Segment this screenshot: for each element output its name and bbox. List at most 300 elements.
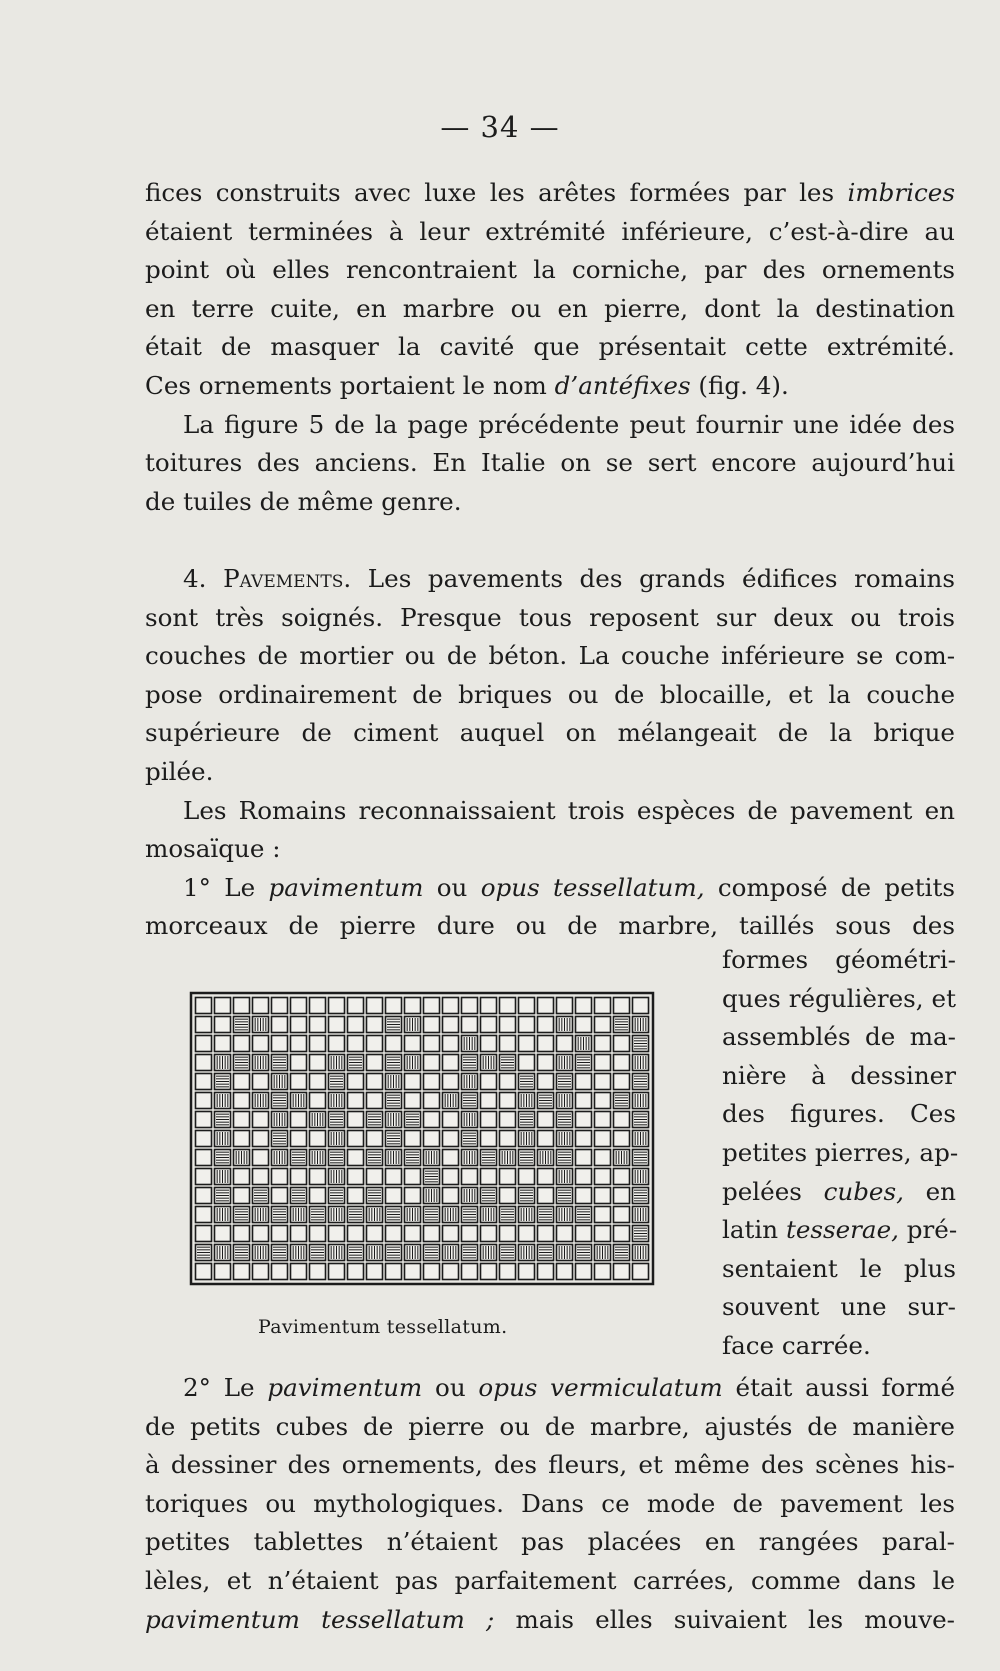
mosaic-tile (291, 998, 307, 1014)
text-run: Les Romains reconnaissaient trois espèces de pavement en (183, 795, 955, 825)
mosaic-figure (188, 990, 668, 1290)
mosaic-tile (519, 1055, 535, 1071)
mosaic-tile (310, 1036, 326, 1052)
text-run: Pavements (223, 563, 344, 593)
mosaic-tile (557, 1188, 573, 1204)
text-line (145, 521, 955, 560)
italic-term: imbrices (847, 178, 955, 207)
mosaic-tile (234, 1112, 250, 1128)
mosaic-tile (462, 1207, 478, 1223)
mosaic-tile (310, 1131, 326, 1147)
mosaic-tile (538, 1245, 554, 1261)
mosaic-tile (595, 1245, 611, 1261)
mosaic-tile (595, 1112, 611, 1128)
mosaic-tile (424, 1150, 440, 1166)
mosaic-tile (253, 1112, 269, 1128)
italic-term: tesserae, (785, 1215, 899, 1245)
mosaic-tile (291, 1245, 307, 1261)
mosaic-tile (443, 1169, 459, 1185)
mosaic-tile (462, 1226, 478, 1242)
mosaic-tile (234, 1264, 250, 1280)
mosaic-tile (253, 1093, 269, 1109)
text-line (722, 1327, 956, 1366)
mosaic-tile (291, 1264, 307, 1280)
mosaic-tile (196, 1150, 212, 1166)
italic-term: pavimentum (267, 1373, 423, 1402)
text-line (145, 753, 955, 792)
mosaic-tile (576, 1093, 592, 1109)
text-line (145, 251, 955, 290)
mosaic-tile (386, 1150, 402, 1166)
mosaic-tile (215, 1112, 231, 1128)
text-line (145, 830, 955, 869)
text-run: pilée. (145, 756, 214, 786)
mosaic-tile (386, 1226, 402, 1242)
mosaic-tile (310, 998, 326, 1014)
mosaic-tile (538, 1226, 554, 1242)
text-line (145, 1562, 955, 1601)
text-run: pose ordinairement de briques ou de blocaille, et la couche (145, 679, 955, 709)
mosaic-tile (272, 1169, 288, 1185)
mosaic-tile (595, 1074, 611, 1090)
mosaic-tile (443, 1017, 459, 1033)
text-run: fices construits avec luxe les arêtes formées par les (145, 178, 848, 207)
mosaic-tile (348, 1150, 364, 1166)
mosaic-tile (633, 1074, 649, 1090)
mosaic-tile (595, 1150, 611, 1166)
mosaic-tile (348, 1055, 364, 1071)
text-run: était aussi formé (722, 1373, 956, 1402)
mosaic-tile (310, 1245, 326, 1261)
mosaic-tile (196, 1055, 212, 1071)
body-text-bottom (145, 1369, 955, 1639)
mosaic-tile (614, 1017, 630, 1033)
mosaic-tile (500, 1093, 516, 1109)
mosaic-tile (310, 1169, 326, 1185)
mosaic-tile (215, 1131, 231, 1147)
mosaic-tile (234, 1207, 250, 1223)
mosaic-tile (272, 1093, 288, 1109)
text-run: nière à dessiner (722, 1060, 956, 1090)
mosaic-tile (272, 1112, 288, 1128)
mosaic-tile (481, 1264, 497, 1280)
text-line (722, 1250, 956, 1289)
mosaic-tile (348, 1036, 364, 1052)
mosaic-tile (405, 1112, 421, 1128)
mosaic-tile (196, 998, 212, 1014)
mosaic-tile (386, 1112, 402, 1128)
text-run: 2° Le (183, 1373, 268, 1402)
mosaic-tile (424, 1074, 440, 1090)
mosaic-tile (215, 1207, 231, 1223)
mosaic-tile (424, 1245, 440, 1261)
mosaic-tile (272, 1226, 288, 1242)
mosaic-tile (272, 1150, 288, 1166)
mosaic-tile (595, 1131, 611, 1147)
mosaic-tile (500, 1226, 516, 1242)
mosaic-tile (291, 1169, 307, 1185)
mosaic-tile (557, 1169, 573, 1185)
text-line (145, 560, 955, 599)
text-run: pelées (722, 1176, 824, 1206)
mosaic-tile (348, 998, 364, 1014)
mosaic-tile (424, 1188, 440, 1204)
text-run: toriques ou mythologiques. Dans ce mode de pavement les (145, 1488, 955, 1518)
mosaic-tile (633, 1207, 649, 1223)
mosaic-tile (462, 1055, 478, 1071)
mosaic-tile (576, 1036, 592, 1052)
mosaic-tile (576, 1150, 592, 1166)
mosaic-tile (538, 1207, 554, 1223)
mosaic-tile (367, 1169, 383, 1185)
mosaic-tile (576, 1245, 592, 1261)
mosaic-tile (272, 998, 288, 1014)
mosaic-tile (557, 1055, 573, 1071)
mosaic-tile (291, 1074, 307, 1090)
mosaic-tile (215, 998, 231, 1014)
mosaic-tile (519, 1169, 535, 1185)
mosaic-tile (310, 1074, 326, 1090)
mosaic-tile (215, 1245, 231, 1261)
mosaic-tile (291, 1036, 307, 1052)
mosaic-tile (595, 1264, 611, 1280)
text-line (722, 1288, 956, 1327)
text-run: pré- (898, 1215, 958, 1245)
text-run: mais elles suivaient les mouve- (494, 1604, 955, 1634)
mosaic-tile (405, 1093, 421, 1109)
text-run: était de masquer la cavité que présentait cette extrémité. (145, 332, 955, 362)
mosaic-tile (557, 1112, 573, 1128)
text-line (722, 1134, 959, 1173)
mosaic-tile (500, 1112, 516, 1128)
mosaic-tile (595, 998, 611, 1014)
mosaic-tile (367, 1036, 383, 1052)
mosaic-tile (272, 1207, 288, 1223)
mosaic-tile (405, 1074, 421, 1090)
mosaic-tile (367, 1055, 383, 1071)
text-run: . Les pavements des grands édifices romains (343, 563, 955, 593)
mosaic-tile (424, 998, 440, 1014)
mosaic-tile (234, 998, 250, 1014)
italic-term: opus vermiculatum (478, 1373, 723, 1402)
mosaic-tile (538, 1055, 554, 1071)
text-run: sentaient le plus (722, 1253, 956, 1283)
mosaic-tile (519, 1131, 535, 1147)
mosaic-tile (519, 1188, 535, 1204)
mosaic-tile (234, 1093, 250, 1109)
mosaic-tile (500, 1131, 516, 1147)
mosaic-tile (462, 1112, 478, 1128)
text-line (145, 1601, 955, 1640)
mosaic-tile (367, 1074, 383, 1090)
text-run: 1° Le (183, 872, 269, 902)
mosaic-tile (614, 1207, 630, 1223)
mosaic-tile (443, 1150, 459, 1166)
text-line (722, 980, 956, 1019)
mosaic-tile (500, 1074, 516, 1090)
mosaic-tile (462, 1074, 478, 1090)
mosaic-tile (386, 1131, 402, 1147)
mosaic-tile (196, 1188, 212, 1204)
mosaic-tile (196, 1169, 212, 1185)
italic-term: cubes, (823, 1176, 904, 1206)
mosaic-tile (614, 1245, 630, 1261)
mosaic-tile (291, 1226, 307, 1242)
mosaic-tile (215, 1150, 231, 1166)
mosaic-tile (595, 1188, 611, 1204)
mosaic-tile (519, 1093, 535, 1109)
mosaic-tile (633, 1245, 649, 1261)
mosaic-tile (557, 1131, 573, 1147)
mosaic-tile (614, 1112, 630, 1128)
mosaic-tile (557, 1245, 573, 1261)
mosaic-tile (405, 998, 421, 1014)
mosaic-tile (500, 1169, 516, 1185)
italic-term: pavimentum (268, 872, 424, 902)
mosaic-tile (633, 1036, 649, 1052)
text-line (145, 714, 955, 753)
mosaic-tile (576, 1207, 592, 1223)
text-run: assemblés de ma- (722, 1022, 956, 1052)
mosaic-tile (614, 1226, 630, 1242)
text-line (145, 869, 955, 908)
text-line (145, 406, 955, 445)
mosaic-tile (253, 1207, 269, 1223)
mosaic-tile (310, 1017, 326, 1033)
mosaic-tile (633, 1169, 649, 1185)
mosaic-tile (196, 1207, 212, 1223)
mosaic-tile (424, 1169, 440, 1185)
text-line (722, 1018, 956, 1057)
mosaic-tile (424, 1055, 440, 1071)
mosaic-tile (443, 1074, 459, 1090)
text-line (722, 1211, 956, 1250)
mosaic-tile (500, 1017, 516, 1033)
mosaic-tile (462, 1264, 478, 1280)
mosaic-tile (576, 1226, 592, 1242)
mosaic-tile (291, 1188, 307, 1204)
mosaic-tile (348, 1207, 364, 1223)
mosaic-tile (405, 1169, 421, 1185)
mosaic-tile (386, 1188, 402, 1204)
mosaic-tile (595, 1207, 611, 1223)
mosaic-tile (633, 998, 649, 1014)
mosaic-tile (253, 1036, 269, 1052)
mosaic-tile (215, 1169, 231, 1185)
mosaic-tile (500, 1055, 516, 1071)
mosaic-tile (272, 1131, 288, 1147)
tessellatum-mosaic-illustration (188, 990, 668, 1290)
italic-term: opus tessellatum, (480, 872, 705, 902)
mosaic-tile (386, 1036, 402, 1052)
mosaic-tile (462, 1188, 478, 1204)
mosaic-tile (329, 1131, 345, 1147)
body-text-top (145, 174, 955, 946)
mosaic-tile (443, 1188, 459, 1204)
mosaic-tile (424, 1036, 440, 1052)
text-line (145, 483, 955, 522)
mosaic-tile (576, 1017, 592, 1033)
mosaic-tile (576, 1264, 592, 1280)
mosaic-tile (519, 1207, 535, 1223)
mosaic-tile (234, 1245, 250, 1261)
page-number: — 34 — (440, 110, 560, 144)
mosaic-tile (215, 1017, 231, 1033)
mosaic-tile (538, 1131, 554, 1147)
text-run: petites tablettes n’étaient pas placées en rangées paral- (145, 1527, 955, 1557)
mosaic-tile (405, 1017, 421, 1033)
mosaic-tile (633, 1150, 649, 1166)
mosaic-tile (538, 1093, 554, 1109)
text-run: Ces ornements portaient le nom (145, 370, 555, 400)
mosaic-tile (367, 1150, 383, 1166)
mosaic-tile (329, 1055, 345, 1071)
mosaic-tile (576, 1055, 592, 1071)
mosaic-tile (386, 1093, 402, 1109)
mosaic-tile (329, 1074, 345, 1090)
mosaic-tile (500, 1207, 516, 1223)
mosaic-tile (500, 1036, 516, 1052)
mosaic-tile (215, 1074, 231, 1090)
mosaic-tile (386, 1074, 402, 1090)
mosaic-tile (196, 1017, 212, 1033)
mosaic-tile (443, 998, 459, 1014)
mosaic-tile (538, 1264, 554, 1280)
mosaic-tile (329, 1169, 345, 1185)
text-run: latin (722, 1215, 786, 1245)
mosaic-tile (538, 1188, 554, 1204)
mosaic-tile (253, 1226, 269, 1242)
italic-term: d’antéfixes (554, 370, 691, 400)
mosaic-tile (234, 1150, 250, 1166)
mosaic-tile (443, 1055, 459, 1071)
mosaic-tile (481, 1093, 497, 1109)
mosaic-tile (557, 1036, 573, 1052)
mosaic-tile (500, 998, 516, 1014)
text-run: souvent une sur- (722, 1292, 956, 1322)
mosaic-tile (310, 1264, 326, 1280)
text-line (145, 1446, 955, 1485)
mosaic-tile (215, 1036, 231, 1052)
mosaic-tile (481, 1074, 497, 1090)
text-line (145, 174, 955, 213)
mosaic-tile (215, 1226, 231, 1242)
mosaic-tile (272, 1055, 288, 1071)
text-line (145, 1369, 955, 1408)
mosaic-tile (519, 1226, 535, 1242)
mosaic-tile (424, 1017, 440, 1033)
mosaic-tile (291, 1207, 307, 1223)
mosaic-tile (405, 1207, 421, 1223)
mosaic-tile (633, 1226, 649, 1242)
mosaic-tile (253, 1131, 269, 1147)
mosaic-tile (234, 1169, 250, 1185)
mosaic-tile (386, 1169, 402, 1185)
mosaic-tile (329, 1036, 345, 1052)
mosaic-tile (614, 1150, 630, 1166)
mosaic-tile (234, 1226, 250, 1242)
mosaic-tile (614, 1093, 630, 1109)
mosaic-tile (329, 1150, 345, 1166)
mosaic-tile (405, 1245, 421, 1261)
mosaic-tile (367, 1188, 383, 1204)
mosaic-tile (576, 1074, 592, 1090)
mosaic-tile (443, 1093, 459, 1109)
mosaic-tile (405, 1188, 421, 1204)
mosaic-tile (462, 1245, 478, 1261)
mosaic-tile (481, 1245, 497, 1261)
mosaic-tile (348, 1169, 364, 1185)
mosaic-tile (614, 1131, 630, 1147)
mosaic-tile (291, 1055, 307, 1071)
mosaic-tile (443, 1131, 459, 1147)
text-line (722, 941, 956, 980)
mosaic-tile (291, 1093, 307, 1109)
text-run: sont très soignés. Presque tous reposent sur deux ou trois (145, 602, 955, 632)
mosaic-tile (329, 1188, 345, 1204)
figure-caption: Pavimentum tessellatum. (258, 1316, 508, 1338)
mosaic-tile (519, 1112, 535, 1128)
mosaic-tile (196, 1264, 212, 1280)
mosaic-tile (614, 1074, 630, 1090)
text-run: mosaïque : (145, 834, 281, 864)
mosaic-tile (234, 1017, 250, 1033)
mosaic-tile (538, 1036, 554, 1052)
mosaic-tile (633, 1055, 649, 1071)
mosaic-tile (386, 998, 402, 1014)
text-run: en (903, 1176, 957, 1206)
mosaic-tile (424, 1207, 440, 1223)
text-run: face carrée. (722, 1330, 871, 1360)
mosaic-tile (424, 1131, 440, 1147)
mosaic-tile (348, 1112, 364, 1128)
mosaic-tile (253, 1169, 269, 1185)
mosaic-tile (443, 1036, 459, 1052)
mosaic-tile (443, 1207, 459, 1223)
mosaic-tile (557, 1074, 573, 1090)
mosaic-tile (310, 1226, 326, 1242)
mosaic-tile (215, 1093, 231, 1109)
mosaic-tile (633, 1017, 649, 1033)
mosaic-tile (367, 1207, 383, 1223)
mosaic-tile (386, 1017, 402, 1033)
text-line (722, 1095, 956, 1134)
text-run: en terre cuite, en marbre ou en pierre, dont la destination (145, 293, 955, 323)
text-run: ou (422, 1373, 479, 1402)
body-text-side (722, 941, 959, 1366)
mosaic-tile (633, 1188, 649, 1204)
mosaic-tile (462, 1169, 478, 1185)
mosaic-tile (576, 1188, 592, 1204)
mosaic-tile (614, 1188, 630, 1204)
mosaic-tile (253, 1188, 269, 1204)
text-run: supérieure de ciment auquel on mélangeait de la brique (145, 718, 955, 748)
text-line (145, 290, 955, 329)
mosaic-tile (614, 1169, 630, 1185)
mosaic-tile (196, 1131, 212, 1147)
mosaic-tile (633, 1093, 649, 1109)
mosaic-tile (215, 1264, 231, 1280)
text-run: toitures des anciens. En Italie on se sert encore aujourd’hui (145, 448, 955, 478)
mosaic-tile (310, 1093, 326, 1109)
mosaic-tile (215, 1188, 231, 1204)
mosaic-tile (462, 1131, 478, 1147)
mosaic-tile (443, 1226, 459, 1242)
mosaic-tile (329, 1245, 345, 1261)
mosaic-tile (576, 1169, 592, 1185)
mosaic-tile (538, 1112, 554, 1128)
mosaic-tile (348, 1245, 364, 1261)
